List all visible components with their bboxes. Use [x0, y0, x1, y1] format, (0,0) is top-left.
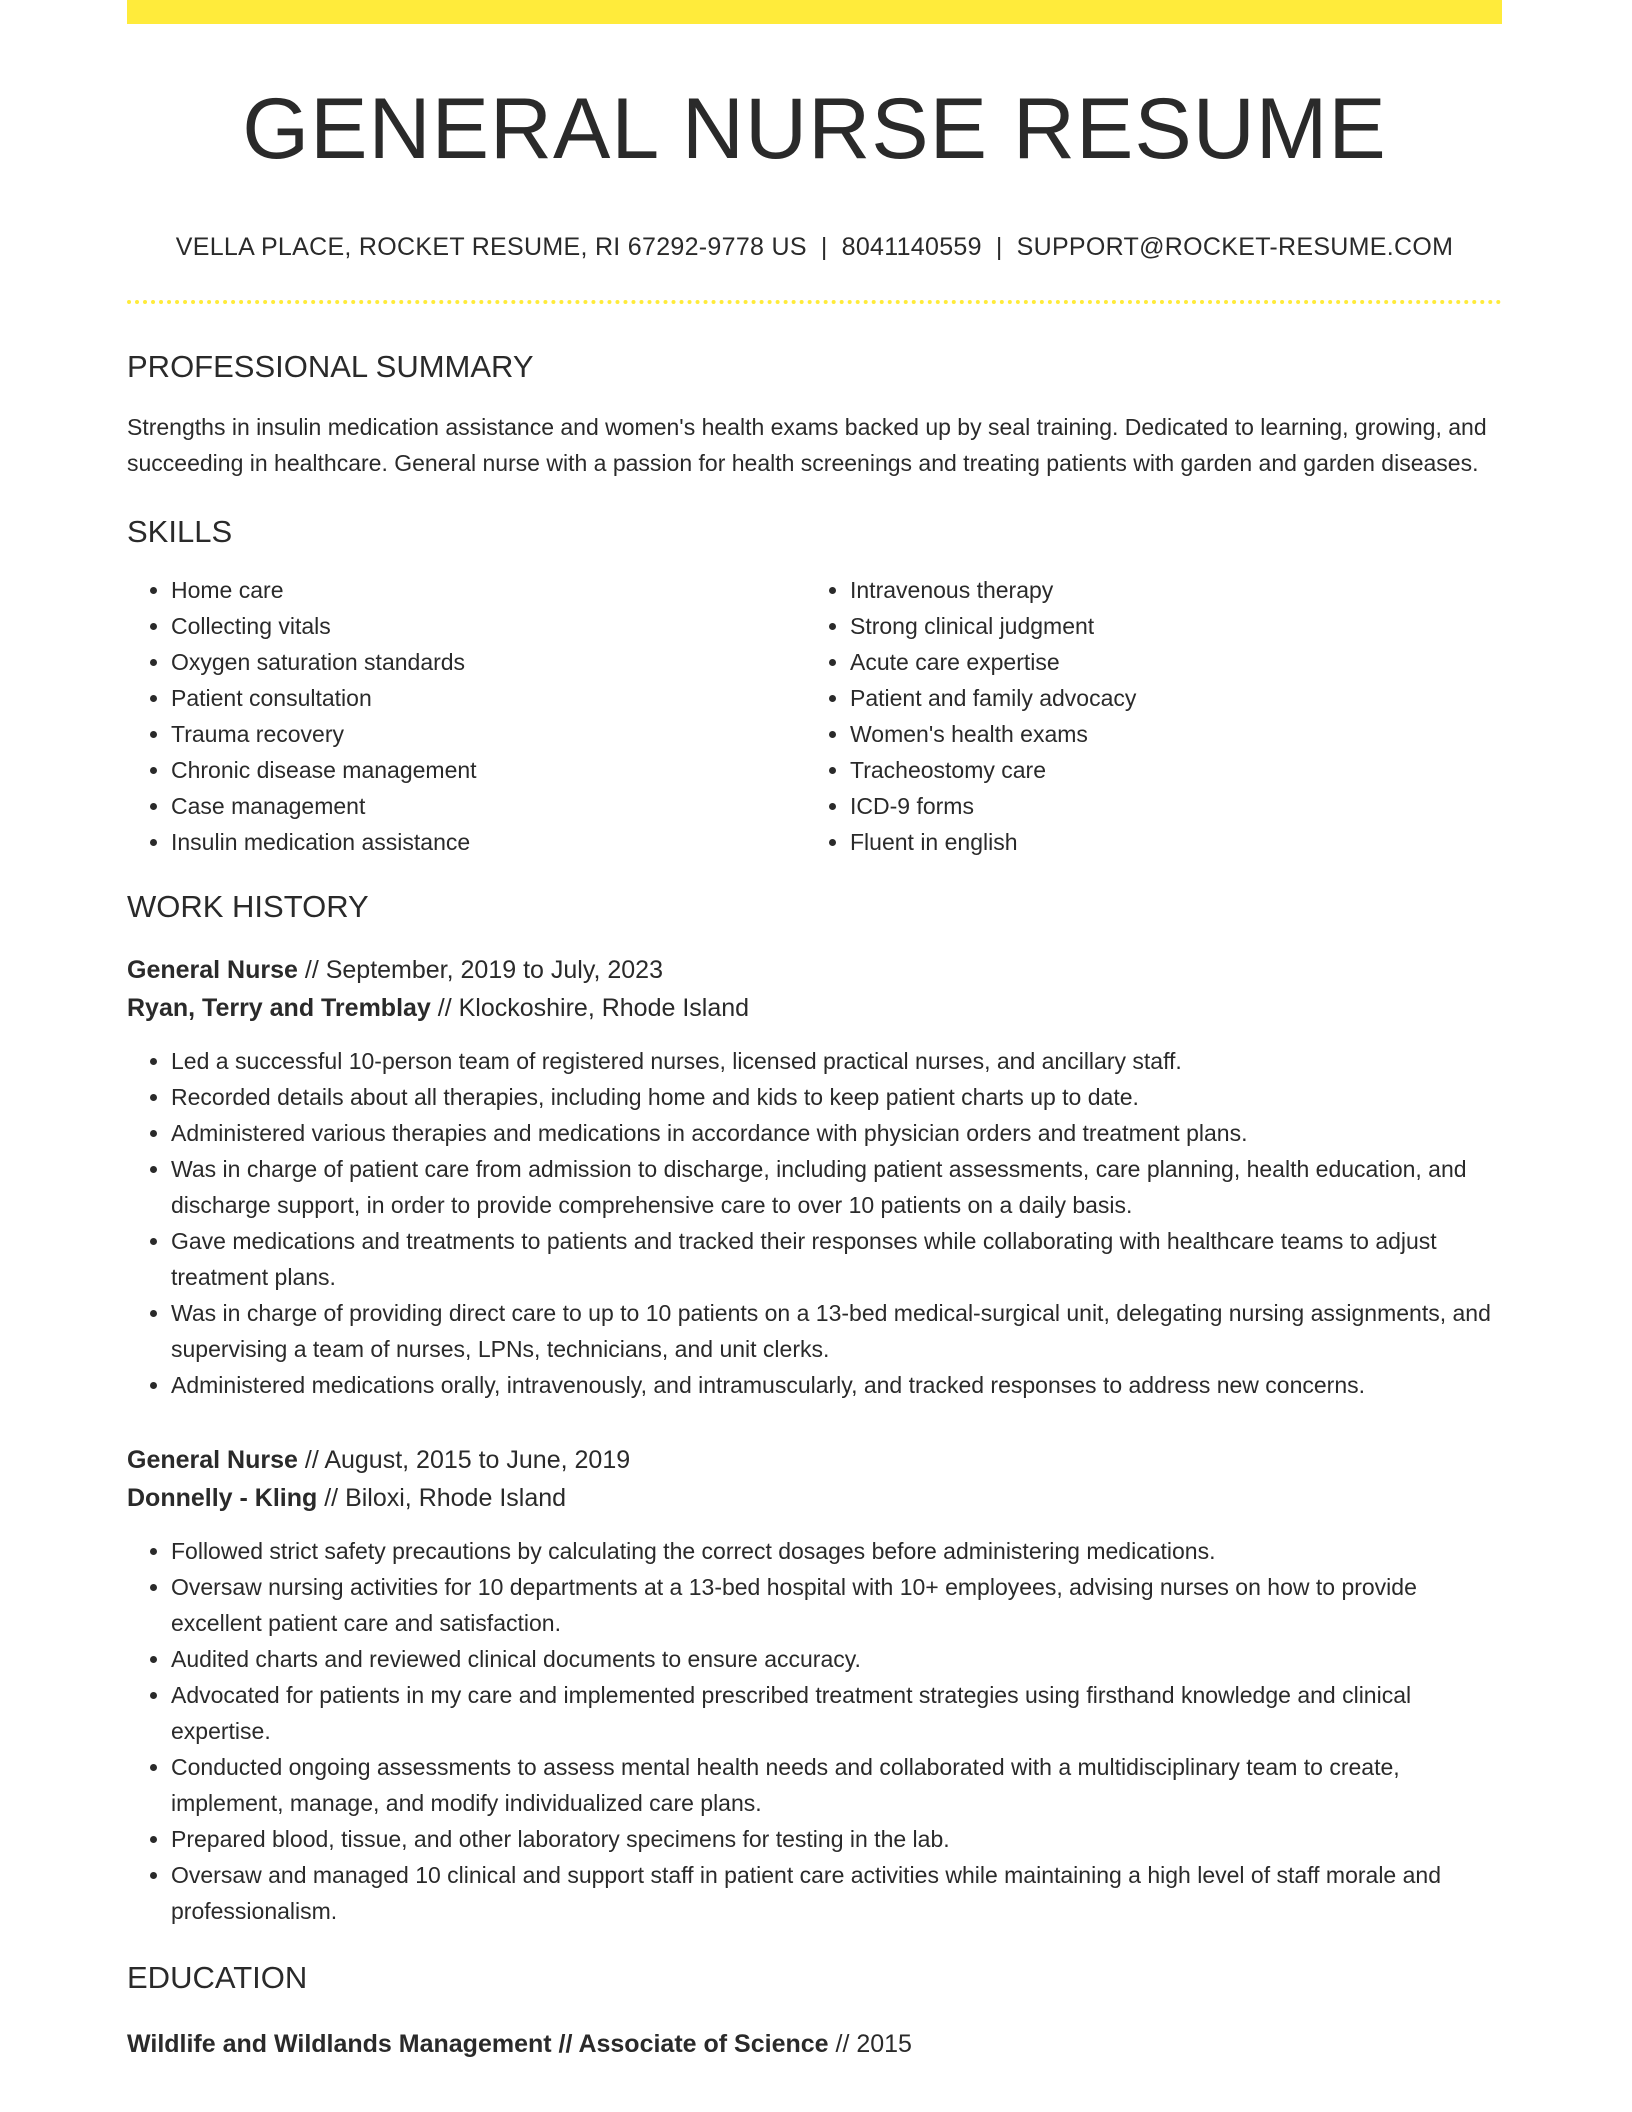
job-company-line [127, 1479, 1502, 1517]
job-role: General Nurse [127, 1446, 298, 1475]
job-bullet: • Led a successful 10-person team of registered nurses, licensed practical nurses, and ancillary staff. [171, 1043, 1502, 1079]
job-bullets [127, 1043, 1502, 1403]
job-bullet: • Administered medications orally, intravenously, and intramuscularly, and tracked responses to address new concerns. [171, 1367, 1502, 1403]
contact-email: SUPPORT@ROCKET-RESUME.COM [1016, 232, 1454, 261]
job-entry [127, 1441, 1502, 1929]
skill-item: • Trauma recovery [171, 716, 806, 752]
skill-item: • Fluent in english [850, 824, 1485, 860]
skill-item: • ICD-9 forms [850, 788, 1485, 824]
job-company-line [127, 989, 1502, 1027]
job-bullet: • Conducted ongoing assessments to assess mental health needs and collaborated with a multidisciplinary team to create, implement, manage, and modify individualized care plans. [171, 1749, 1502, 1821]
skill-item: • Intravenous therapy [850, 572, 1485, 608]
job-company: Donnelly - Kling [127, 1484, 318, 1513]
job-bullet: • Followed strict safety precautions by calculating the correct dosages before administering medications. [171, 1533, 1502, 1569]
contact-line [127, 233, 1502, 262]
resume-page [127, 0, 1502, 2063]
job-bullet: • Administered various therapies and medications in accordance with physician orders and treatment plans. [171, 1115, 1502, 1151]
resume-title: GENERAL NURSE RESUME [242, 81, 1387, 177]
education-degree: Wildlife and Wildlands Management // Associate of Science [127, 2029, 829, 2058]
job-bullet: • Recorded details about all therapies, including home and kids to keep patient charts up to date. [171, 1079, 1502, 1115]
job-role: General Nurse [127, 956, 298, 985]
summary-text: Strengths in insulin medication assistance and women's health exams backed up by seal training. Dedicated to learning, growing, and succeeding in healthcare. General nurse with a passion for health screenings and treating patients with garden and garden diseases. [127, 414, 1487, 477]
job-bullet: • Advocated for patients in my care and implemented prescribed treatment strategies using firsthand knowledge and clinical expertise. [171, 1677, 1502, 1749]
job-location: // Klockoshire, Rhode Island [430, 994, 750, 1023]
contact-address: VELLA PLACE, ROCKET RESUME, RI 67292-9778 US [175, 232, 807, 261]
job-dates: // August, 2015 to June, 2019 [297, 1446, 631, 1475]
contact-separator: | [995, 232, 1003, 261]
job-bullet: • Oversaw nursing activities for 10 departments at a 13-bed hospital with 10+ employees, advising nurses on how to provide excellent patient care and satisfaction. [171, 1569, 1502, 1641]
contact-separator: | [820, 232, 828, 261]
skill-item: • Patient consultation [171, 680, 806, 716]
education-entry [127, 2025, 1502, 2063]
job-dates: // September, 2019 to July, 2023 [297, 956, 663, 985]
job-bullet: • Gave medications and treatments to patients and tracked their responses while collaborating with healthcare teams to adjust treatment plans. [171, 1223, 1502, 1295]
skills-column-left [127, 572, 806, 860]
skill-item: • Oxygen saturation standards [171, 644, 806, 680]
job-company: Ryan, Terry and Tremblay [127, 994, 431, 1023]
skill-item: • Strong clinical judgment [850, 608, 1485, 644]
work-history-heading: WORK HISTORY [127, 889, 369, 925]
job-role-line [127, 1441, 1502, 1479]
job-bullet: • Was in charge of providing direct care to up to 10 patients on a 13-bed medical-surgical unit, delegating nursing assignments, and supervising a team of nurses, LPNs, technicians, and unit clerks. [171, 1295, 1502, 1367]
job-role-line [127, 951, 1502, 989]
job-bullets [127, 1533, 1502, 1929]
skill-item: • Collecting vitals [171, 608, 806, 644]
skills-heading: SKILLS [127, 514, 233, 550]
skills-list [127, 572, 1502, 860]
job-bullet: • Was in charge of patient care from admission to discharge, including patient assessments, care planning, health education, and discharge support, in order to provide comprehensive care to over 10 patients on a daily basis. [171, 1151, 1502, 1223]
dotted-divider [127, 300, 1502, 304]
top-accent-bar [127, 0, 1502, 24]
skill-item: • Tracheostomy care [850, 752, 1485, 788]
skill-item: • Chronic disease management [171, 752, 806, 788]
education-heading: EDUCATION [127, 1960, 308, 1996]
job-entry [127, 951, 1502, 1403]
education-year: // 2015 [828, 2029, 912, 2058]
job-bullet: • Prepared blood, tissue, and other laboratory specimens for testing in the lab. [171, 1821, 1502, 1857]
skill-item: • Case management [171, 788, 806, 824]
job-bullet: • Audited charts and reviewed clinical documents to ensure accuracy. [171, 1641, 1502, 1677]
skill-item: • Women's health exams [850, 716, 1485, 752]
job-location: // Biloxi, Rhode Island [317, 1484, 567, 1513]
skill-item: • Patient and family advocacy [850, 680, 1485, 716]
summary-heading: PROFESSIONAL SUMMARY [127, 348, 534, 384]
contact-phone: 8041140559 [841, 232, 982, 261]
skill-item: • Insulin medication assistance [171, 824, 806, 860]
skill-item: • Home care [171, 572, 806, 608]
job-bullet: • Oversaw and managed 10 clinical and support staff in patient care activities while maintaining a high level of staff morale and professionalism. [171, 1857, 1502, 1929]
skill-item: • Acute care expertise [850, 644, 1485, 680]
skills-column-right [806, 572, 1485, 860]
